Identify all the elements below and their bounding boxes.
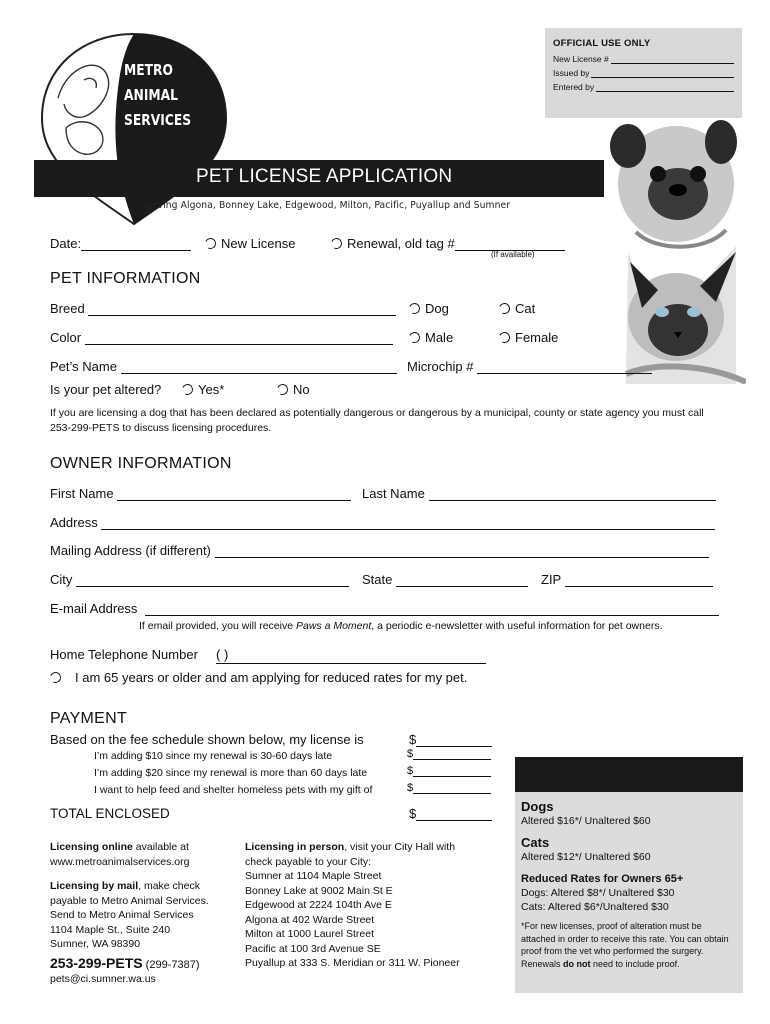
license-fee-label: Based on the fee schedule shown below, my license is bbox=[50, 732, 364, 747]
donation-field[interactable] bbox=[413, 782, 491, 794]
male-label: Male bbox=[425, 330, 454, 345]
donation-label: I want to help feed and shelter homeless pets with my gift of bbox=[94, 784, 373, 796]
altered-yes-option[interactable] bbox=[182, 382, 224, 397]
pug-image bbox=[610, 120, 737, 247]
email-label: E-mail Address bbox=[50, 601, 138, 616]
renewal-option[interactable] bbox=[331, 236, 565, 251]
senior-label: I am 65 years or older and am applying for reduced rates for my pet. bbox=[75, 670, 468, 685]
new-license-radio[interactable] bbox=[203, 236, 217, 250]
cat-option[interactable] bbox=[499, 301, 535, 316]
color-field[interactable] bbox=[85, 331, 393, 345]
female-option[interactable] bbox=[499, 330, 558, 345]
city-field[interactable] bbox=[76, 573, 349, 587]
first-name-field[interactable] bbox=[117, 487, 351, 501]
last-name-label: Last Name bbox=[362, 486, 425, 501]
new-license-number-field[interactable] bbox=[611, 55, 734, 64]
pets-name-label: Pet’s Name bbox=[50, 359, 117, 374]
licensing-info-left: Licensing online available at www.metroanimalservices.org Licensing by mail, make check payable to Metro Animal Services. Send to Metro Animal Services 1104 Maple St., Suite 240 Sumner, WA 98390 253-299-PETS (299-7387) pets@ci.sumner.wa.us bbox=[50, 840, 240, 987]
old-tag-field[interactable] bbox=[455, 237, 565, 251]
home-phone-label: Home Telephone Number bbox=[50, 647, 198, 662]
altered-yes-label: Yes* bbox=[198, 382, 225, 397]
cat-radio[interactable] bbox=[497, 301, 511, 315]
new-license-number-label: New License # bbox=[553, 54, 609, 64]
zip-field[interactable] bbox=[565, 573, 713, 587]
state-label: State bbox=[362, 572, 393, 587]
total-enclosed-field[interactable] bbox=[416, 807, 492, 821]
dog-label: Dog bbox=[425, 301, 449, 316]
cats-rate: Altered $12*/ Unaltered $60 bbox=[521, 851, 651, 863]
new-license-option[interactable] bbox=[205, 236, 295, 251]
address-field[interactable] bbox=[101, 516, 715, 530]
pet-info-heading: PET INFORMATION bbox=[50, 270, 201, 287]
cats-heading: Cats bbox=[521, 835, 550, 850]
pet-photos bbox=[596, 112, 746, 384]
phone-number: 253-299-PETS bbox=[50, 954, 143, 971]
online-heading: Licensing online bbox=[50, 841, 133, 853]
in-person-heading: Licensing in person bbox=[245, 841, 345, 853]
cat-label: Cat bbox=[515, 301, 536, 316]
mailing-address-field[interactable] bbox=[215, 544, 709, 558]
license-fee-field[interactable] bbox=[416, 733, 492, 747]
date-label: Date: bbox=[50, 236, 82, 251]
mailing-address-label: Mailing Address (if different) bbox=[50, 543, 211, 558]
total-enclosed-label: TOTAL ENCLOSED bbox=[50, 806, 170, 821]
mail-heading: Licensing by mail bbox=[50, 880, 139, 892]
licensing-info-right: Licensing in person, visit your City Hall with check payable to your City: Sumner at 1104 Maple Street Bonney Lake at 9002 Main St E Edgewood at 2224 104th Ave E Algona at 402 Warde Street Milton at 1000 Laurel Street Pacific at 100 3rd Avenue SE Puyallup at 333 S. Meridian or 311 W. Pioneer bbox=[245, 841, 460, 969]
reduced-dogs-rate: Dogs: Altered $8*/ Unaltered $30 bbox=[521, 887, 675, 899]
address-label: Address bbox=[50, 515, 98, 530]
senior-option[interactable] bbox=[50, 670, 467, 685]
fee-schedule-box bbox=[515, 757, 743, 993]
zip-label: ZIP bbox=[541, 572, 561, 587]
email-field[interactable] bbox=[145, 602, 719, 616]
website-url: www.metroanimalservices.org bbox=[50, 855, 190, 868]
if-available-note: (If available) bbox=[491, 250, 535, 259]
email-newsletter-note: If email provided, you will receive Paws a Moment, a periodic e-newsletter with useful information for pet owners. bbox=[139, 620, 663, 632]
home-phone-field[interactable] bbox=[216, 647, 486, 664]
dog-radio[interactable] bbox=[407, 301, 421, 315]
header-bar bbox=[34, 160, 604, 197]
renewal-radio[interactable] bbox=[329, 236, 343, 250]
reduced-rates-heading: Reduced Rates for Owners 65+ bbox=[521, 873, 684, 885]
official-heading: OFFICIAL USE ONLY bbox=[553, 38, 651, 49]
late-fee-10-field[interactable] bbox=[413, 748, 491, 760]
official-use-box bbox=[545, 28, 742, 118]
male-radio[interactable] bbox=[407, 330, 421, 344]
altered-yes-radio[interactable] bbox=[180, 382, 194, 396]
female-label: Female bbox=[515, 330, 559, 345]
page-title: PET LICENSE APPLICATION bbox=[196, 166, 453, 187]
altered-no-option[interactable] bbox=[277, 382, 310, 397]
pets-name-field[interactable] bbox=[121, 360, 397, 374]
entered-by-label: Entered by bbox=[553, 82, 595, 92]
senior-radio[interactable] bbox=[48, 670, 62, 684]
issued-by-field[interactable] bbox=[591, 69, 734, 78]
female-radio[interactable] bbox=[497, 330, 511, 344]
breed-label: Breed bbox=[50, 301, 85, 316]
dogs-heading: Dogs bbox=[521, 799, 554, 814]
contact-email: pets@ci.sumner.wa.us bbox=[50, 973, 156, 985]
owner-info-heading: OWNER INFORMATION bbox=[50, 455, 232, 472]
altered-no-label: No bbox=[293, 382, 310, 397]
logo-text bbox=[124, 58, 191, 133]
new-license-label: New License bbox=[221, 236, 296, 251]
date-field[interactable] bbox=[81, 237, 191, 251]
serving-cities: Serving Algona, Bonney Lake, Edgewood, Milton, Pacific, Puyallup and Sumner bbox=[142, 200, 511, 211]
late-fee-20-field[interactable] bbox=[413, 765, 491, 777]
issued-by-label: Issued by bbox=[553, 68, 590, 78]
color-label: Color bbox=[50, 330, 82, 345]
renewal-label: Renewal, old tag # bbox=[347, 236, 455, 251]
microchip-label: Microchip # bbox=[407, 359, 474, 374]
logo-line-services: SERVICES bbox=[124, 111, 192, 129]
first-name-label: First Name bbox=[50, 486, 114, 501]
male-option[interactable] bbox=[409, 330, 453, 345]
last-name-field[interactable] bbox=[429, 487, 716, 501]
late-fee-10-label: I’m adding $10 since my renewal is 30-60 days late bbox=[94, 750, 333, 762]
logo-line-metro: METRO bbox=[124, 61, 173, 79]
alteration-footnote: *For new licenses, proof of alteration must be attached in order to receive this rate. You can obtain proof from the vet who performed the surgery. Renewals do not need to include proof. bbox=[521, 921, 729, 969]
city-label: City bbox=[50, 572, 73, 587]
dangerous-dog-notice: If you are licensing a dog that has been declared as potentially dangerous or dangerous by a municipal, county or state agency you must call 253-299-PETS to discuss licensing procedures. bbox=[50, 407, 704, 434]
area-code-paren: ( ) bbox=[216, 647, 229, 662]
newsletter-name: Paws a Moment bbox=[295, 620, 372, 632]
fee-schedule-header bbox=[515, 757, 743, 792]
date-row bbox=[50, 236, 191, 251]
logo-line-animal: ANIMAL bbox=[124, 86, 178, 104]
entered-by-field[interactable] bbox=[596, 83, 734, 92]
altered-no-radio[interactable] bbox=[275, 382, 289, 396]
dog-option[interactable] bbox=[409, 301, 449, 316]
payment-heading: PAYMENT bbox=[50, 710, 128, 727]
altered-question: Is your pet altered? bbox=[50, 382, 162, 397]
reduced-cats-rate: Cats: Altered $6*/Unaltered $30 bbox=[521, 901, 669, 913]
dogs-rate: Altered $16*/ Unaltered $60 bbox=[521, 815, 651, 827]
microchip-field[interactable] bbox=[477, 360, 652, 374]
late-fee-20-label: I’m adding $20 since my renewal is more than 60 days late bbox=[94, 767, 368, 779]
state-field[interactable] bbox=[396, 573, 528, 587]
breed-field[interactable] bbox=[88, 302, 396, 316]
